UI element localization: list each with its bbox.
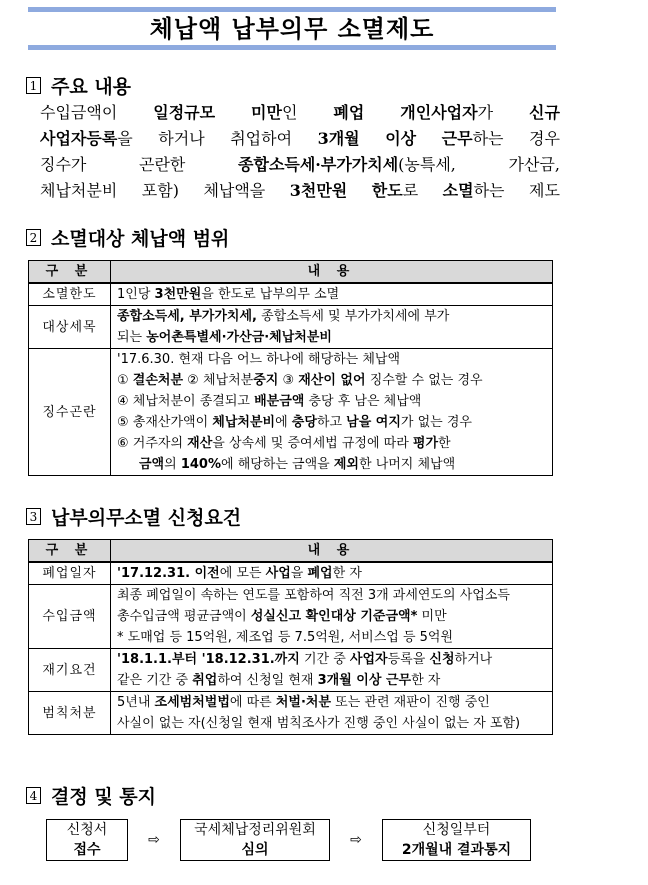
summary-text: 경우	[529, 129, 560, 148]
content-text: 에	[275, 415, 292, 430]
table-row	[29, 283, 553, 306]
row-label: 소멸한도	[29, 283, 111, 306]
content-text: 같은 기간 중	[117, 673, 193, 688]
summary-word	[529, 126, 560, 152]
content-text: '17.12.31. 이전	[117, 566, 220, 581]
requirements-table	[28, 539, 553, 735]
content-text: 140%	[180, 457, 221, 472]
table-row	[29, 649, 553, 692]
summary-word	[529, 178, 560, 204]
page-title: 체납액 납부의무 소멸제도	[149, 15, 435, 43]
summary-text: 제도	[529, 181, 560, 200]
row-content	[111, 562, 553, 585]
section-number-box: 1	[26, 77, 41, 94]
content-text: 3개월 이상 근무	[317, 673, 412, 688]
summary-word	[318, 126, 360, 152]
summary-text: 인	[281, 103, 298, 122]
content-text: 결손처분	[132, 373, 184, 388]
summary-word	[372, 178, 418, 204]
content-text: 하여 신청일 현재	[217, 673, 318, 688]
content-text: 한 자	[411, 673, 441, 688]
content-text: 체납처분비	[212, 415, 276, 430]
content-text: ④ 체납처분이 종결되고	[117, 394, 255, 409]
content-text: 재산	[187, 436, 213, 451]
summary-word	[230, 126, 292, 152]
summary-text: 하는	[473, 181, 505, 200]
content-text: '17.6.30. 현재 다음 어느 하나에 해당하는 체납액	[117, 352, 401, 367]
content-text: 최종 폐업일이 속하는 연도를 포함하여 직전 3개 과세연도의 사업소득	[117, 588, 510, 603]
summary-text: 미만	[251, 103, 282, 122]
summary-word	[139, 152, 185, 178]
section-title: 소멸대상 체납액 범위	[51, 228, 230, 250]
row-label: 폐업일자	[29, 562, 111, 585]
section-number-box: 4	[26, 787, 41, 804]
content-text: 을	[290, 566, 308, 581]
title-rule-bottom	[28, 45, 556, 50]
row-content	[111, 283, 553, 306]
section-title: 결정 및 통지	[51, 786, 156, 808]
content-text: 사실이 없는 자(신청일 현재 범칙조사가 진행 중인 사실이 없는 자 포함)	[117, 716, 521, 731]
title-rule-top	[28, 7, 556, 12]
content-line	[117, 563, 546, 584]
summary-paragraph	[40, 100, 560, 204]
summary-word	[203, 178, 265, 204]
summary-text: 근무	[441, 129, 473, 148]
summary-text: 취업하여	[230, 129, 293, 148]
content-text: 하거나	[454, 652, 493, 667]
summary-word	[40, 152, 86, 178]
section-title: 주요 내용	[51, 76, 132, 98]
summary-text: 가	[477, 103, 494, 122]
content-text: '18.1.1.부터 '18.12.31.까지	[117, 652, 300, 667]
content-text: 취업	[192, 673, 218, 688]
section-number-box: 3	[26, 508, 41, 525]
content-text: 충당	[291, 415, 317, 430]
section-heading-4	[26, 782, 156, 809]
row-content	[111, 692, 553, 735]
summary-text: 징수가	[40, 155, 87, 174]
content-text: 한	[438, 436, 451, 451]
content-text: 한 자	[332, 566, 362, 581]
summary-text: 하거나	[158, 129, 205, 148]
summary-word	[40, 100, 117, 126]
arrow-right-icon: ⇨	[148, 832, 160, 848]
row-label: 범칙처분	[29, 692, 111, 735]
section-title: 납부의무소멸 신청요건	[51, 507, 242, 529]
flow-step-line2: 접수	[73, 842, 101, 858]
summary-word	[509, 152, 560, 178]
content-text: 기간 중	[299, 652, 350, 667]
table-row	[29, 306, 553, 349]
summary-word	[158, 126, 204, 152]
summary-text: 신규	[529, 103, 560, 122]
content-text: 배분금액	[254, 394, 305, 409]
content-line	[117, 433, 546, 454]
section-heading-1	[26, 72, 131, 99]
flow-step-review	[180, 819, 330, 861]
summary-text: 하는	[472, 129, 504, 148]
content-text: 제외	[333, 457, 359, 472]
content-line	[117, 412, 546, 433]
content-text: 재산이 없어	[298, 373, 366, 388]
flow-step-line1: 신청서	[66, 822, 108, 838]
content-text: 사업	[265, 566, 291, 581]
summary-text: 소멸	[442, 181, 474, 200]
summary-line	[40, 100, 560, 126]
summary-text: 체납액을	[203, 181, 266, 200]
content-line	[117, 627, 546, 648]
content-line	[117, 585, 546, 606]
summary-word	[153, 100, 215, 126]
content-text: 의	[164, 457, 181, 472]
flow-step-notification	[382, 819, 531, 861]
content-text: 에 해당하는 금액을	[221, 457, 334, 472]
content-line	[117, 649, 546, 670]
row-content	[111, 585, 553, 649]
row-content	[111, 349, 553, 476]
content-text: ② 체납처분	[183, 373, 254, 388]
content-text: 성실신고 확인대상 기준금액*	[250, 609, 418, 624]
summary-word	[443, 178, 505, 204]
header-content: 내 용	[111, 261, 553, 284]
content-text: 3천만원	[154, 287, 202, 302]
summary-text: 한도	[371, 181, 403, 200]
flow-step-line2: 심의	[241, 842, 269, 858]
summary-text: 곤란한	[139, 155, 186, 174]
summary-word	[385, 126, 416, 152]
flow-step-line1: 신청일부터	[422, 822, 491, 838]
row-label: 징수곤란	[29, 349, 111, 476]
content-text: 남을 여지	[346, 415, 401, 430]
header-category: 구 분	[29, 540, 111, 563]
content-text: 되는	[117, 330, 147, 345]
summary-text: 이상	[385, 129, 417, 148]
summary-word	[40, 178, 117, 204]
table-header-row	[29, 261, 553, 284]
content-text: 처벌·처분	[275, 695, 332, 710]
summary-text: 3천만원	[289, 181, 348, 200]
arrow-right-icon: ⇨	[350, 832, 362, 848]
summary-word	[238, 152, 456, 178]
content-text: 가 없는 경우	[400, 415, 472, 430]
content-text: 조세범처벌법	[154, 695, 230, 710]
summary-line	[40, 152, 560, 178]
content-line	[117, 327, 546, 348]
content-text: 에 따른	[229, 695, 276, 710]
content-text: ③	[278, 373, 299, 388]
header-content: 내 용	[111, 540, 553, 563]
content-text: 에 모든	[219, 566, 266, 581]
summary-text: 사업자등록	[40, 129, 118, 148]
content-line	[117, 454, 546, 475]
summary-text: 수입금액이	[40, 103, 118, 122]
flow-step-line1: 국세체납정리위원회	[194, 822, 316, 838]
content-text: 폐업	[307, 566, 333, 581]
summary-word	[40, 126, 133, 152]
content-text: 중지	[253, 373, 279, 388]
table-row	[29, 562, 553, 585]
summary-word	[333, 100, 364, 126]
process-flow	[46, 819, 531, 861]
summary-text: 포함)	[141, 181, 179, 200]
summary-word	[529, 100, 560, 126]
row-label: 재기요건	[29, 649, 111, 692]
content-text: 충당 후 남은 체납액	[304, 394, 422, 409]
summary-text: 3개월	[317, 129, 360, 148]
row-label: 대상세목	[29, 306, 111, 349]
table-row	[29, 585, 553, 649]
section-heading-3	[26, 503, 241, 530]
flow-step-receipt	[46, 819, 128, 861]
content-text: 신청	[429, 652, 455, 667]
content-line	[117, 306, 546, 327]
summary-text: 일정규모	[153, 103, 216, 122]
flow-step-line2: 2개월내 결과통지	[401, 842, 512, 858]
scope-table	[28, 260, 553, 476]
content-text: ①	[117, 373, 133, 388]
table-header-row	[29, 540, 553, 563]
summary-text: 체납처분비	[40, 181, 118, 200]
content-text: 금액	[139, 457, 165, 472]
content-text: 미만	[417, 609, 447, 624]
summary-text: 폐업	[333, 103, 365, 122]
table-row	[29, 692, 553, 735]
summary-word	[251, 100, 297, 126]
summary-line	[40, 126, 560, 152]
summary-text: 로	[402, 181, 419, 200]
content-line	[117, 670, 546, 691]
content-text: 을 한도로 납부의무 소멸	[201, 287, 340, 302]
content-text: 1인당	[117, 287, 155, 302]
content-line	[117, 284, 546, 305]
content-text: 평가	[412, 436, 439, 451]
content-text: 하고	[316, 415, 347, 430]
summary-text: 을	[117, 129, 133, 148]
content-line	[117, 370, 546, 391]
content-line	[117, 692, 546, 713]
header-category: 구 분	[29, 261, 111, 284]
content-line	[117, 349, 546, 370]
content-text: 총수입금액 평균금액이	[117, 609, 251, 624]
content-line	[117, 713, 546, 734]
section-number-box: 2	[26, 229, 41, 246]
content-text: 5년내	[117, 695, 155, 710]
summary-word	[400, 100, 493, 126]
summary-word	[290, 178, 348, 204]
row-content	[111, 649, 553, 692]
row-label: 수입금액	[29, 585, 111, 649]
summary-text: (농특세,	[398, 155, 456, 174]
content-text: 종합소득세, 부가가치세,	[117, 309, 257, 324]
table-row	[29, 349, 553, 476]
content-text: ⑥ 거주자의	[117, 436, 188, 451]
content-text: 을 상속세 및 증여세법 규정에 따라	[212, 436, 413, 451]
content-text: 종합소득세 및 부가가치세에 부가	[256, 309, 450, 324]
summary-word	[142, 178, 179, 204]
summary-line	[40, 178, 560, 204]
content-text: 징수할 수 없는 경우	[365, 373, 483, 388]
summary-text: 종합소득세·부가가치세	[238, 155, 399, 174]
content-text: 농어촌특별세·가산금·체납처분비	[146, 330, 332, 345]
content-text: * 도매업 등 15억원, 제조업 등 7.5억원, 서비스업 등 5억원	[117, 630, 454, 645]
content-line	[117, 391, 546, 412]
row-content	[111, 306, 553, 349]
content-text: 등록을	[387, 652, 430, 667]
content-text: 또는 관련 재판이 진행 중인	[331, 695, 490, 710]
summary-word	[442, 126, 504, 152]
section-heading-2	[26, 224, 229, 251]
summary-text: 가산금,	[508, 155, 560, 174]
content-line	[117, 606, 546, 627]
summary-text: 개인사업자	[400, 103, 478, 122]
content-text: ⑤ 총재산가액이	[117, 415, 213, 430]
content-text: 한 나머지 체납액	[359, 457, 456, 472]
content-text: 사업자	[349, 652, 388, 667]
